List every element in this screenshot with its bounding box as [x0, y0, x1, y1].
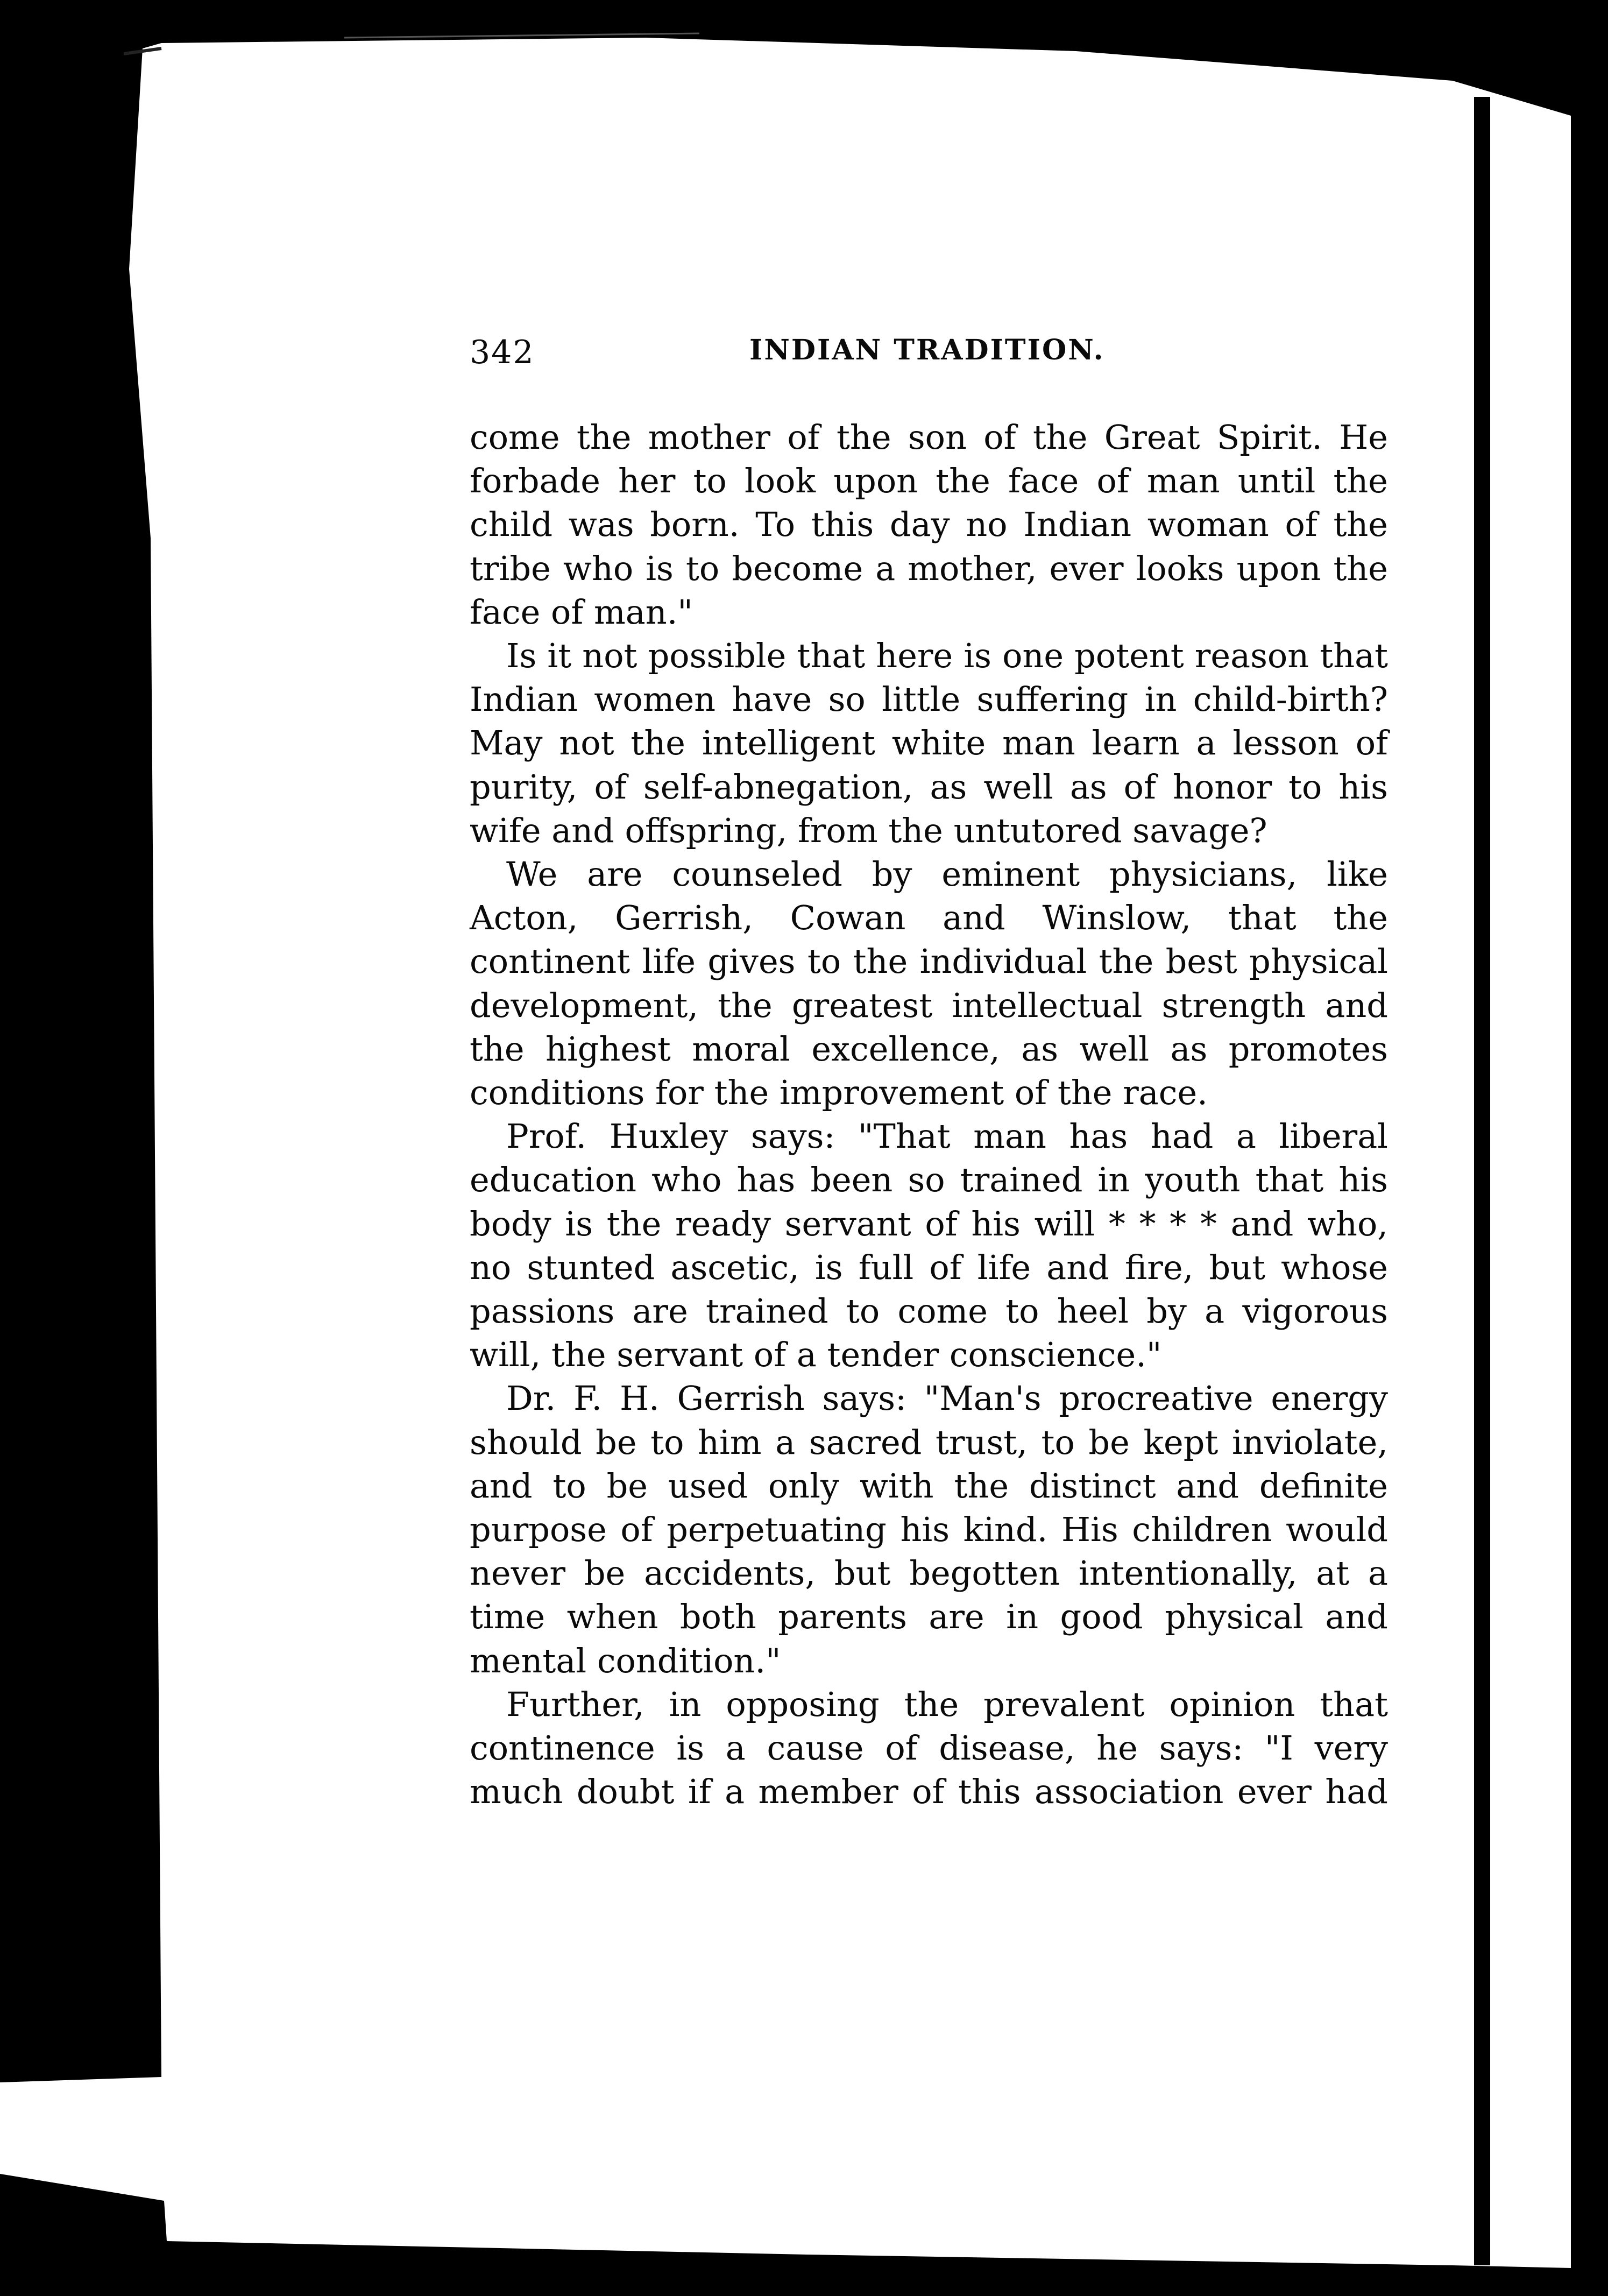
page-number: 342	[470, 334, 535, 371]
paragraph: Is it not possible that here is one potent reason that Indian women have so little suffering in child-birth? May not the intelligent white man learn a lesson of purity, of self-abnegation, as well as of honor to his wife and offspring, from the untutored savage?	[470, 636, 1388, 850]
running-title: INDIAN TRADITION.	[749, 334, 1105, 366]
body-text	[470, 415, 1388, 1814]
paragraph: Prof. Huxley says: "That man has had a liberal education who has been so trained in youth that his body is the ready servant of his will * * * * and who, no stunted ascetic, is full of life and fire, but whose passions are trained to come to heel by a vigorous will, the servant of a tender conscience."	[470, 1117, 1388, 1375]
text-block	[470, 334, 1388, 1814]
paragraph: Dr. F. H. Gerrish says: "Man's procreative energy should be to him a sacred trust, to be kept inviolate, and to be used only with the distinct and definite purpose of perpetuating his kind. His children would never be accidents, but begotten intentionally, at a time when both parents are in good physical and mental condition."	[470, 1379, 1388, 1680]
paragraph: come the mother of the son of the Great Spirit. He forbade her to look upon the face of man until the child was born. To this day no Indian woman of the tribe who is to become a mother, ever looks upon the face of man."	[470, 418, 1388, 632]
running-head	[470, 334, 1388, 387]
paragraph: Further, in opposing the prevalent opinion that continence is a cause of disease, he says: "I very much doubt if a member of this association ever had	[470, 1684, 1388, 1812]
paragraph: We are counseled by eminent physicians, like Acton, Gerrish, Cowan and Winslow, that the continent life gives to the individual the best physical development, the greatest intellectual strength and the highest moral excellence, as well as promotes conditions for the improvement of the race.	[470, 854, 1388, 1113]
